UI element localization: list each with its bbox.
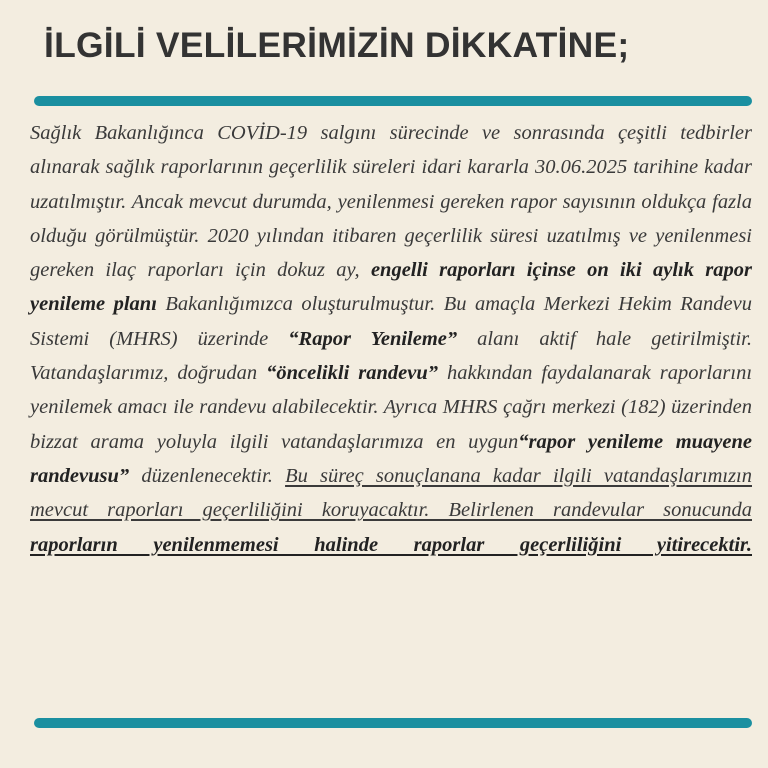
body-text-5: düzenlenecektir. — [129, 464, 286, 487]
body-text-1: Sağlık Bakanlığınca COVİD-19 salgını sürecinde ve sonrasında çeşitli tedbirler alınarak sağlık raporlarının geçerlilik süreleri idari kararla 30.06.2025 tarihine kadar uzatılmıştır. Ancak mevcut durumda, yenilenmesi gereken rapor sayısının oldukça fazla olduğu görülmüştür. 2020 yılından itibaren geçerlilik süresi uzatılmış ve yenilenmesi gereken ilaç raporları için dokuz ay, — [30, 122, 752, 282]
body-text-3: alanı aktif hale getirilmiştir. Vatandaşlarımız, doğrudan — [30, 327, 752, 385]
expiry-warning-underlined: raporların yenilenmemesi halinde raporlar geçerliliğini yitirecektir. — [30, 533, 752, 556]
validity-notice-underlined: Bu süreç sonuçlanana kadar ilgili vatandaşlarımızın mevcut raporları geçerliliğini koruyacaktır. Belirlenen randevular sonucunda — [30, 464, 752, 522]
announcement-body — [30, 116, 752, 562]
bottom-divider — [34, 718, 752, 728]
page-title: İLGİLİ VELİLERİMİZİN DİKKATİNE; — [44, 25, 630, 65]
top-divider — [34, 96, 752, 106]
oncelikli-randevu-emphasis: “öncelikli randevu” — [266, 362, 439, 385]
body-text-4: hakkından faydalanarak raporlarını yenilemek amacı ile randevu alabilecektir. Ayrıca MHRS çağrı merkezi (182) üzerinden bizzat arama yoluyla ilgili vatandaşlarımıza en uygun — [30, 362, 753, 453]
rapor-yenileme-emphasis: “Rapor Yenileme” — [288, 327, 458, 350]
engelli-raporlari-emphasis: engelli raporları içinse on iki aylık rapor yenileme planı — [30, 259, 752, 316]
muayene-randevusu-emphasis: “rapor yenileme muayene randevusu” — [30, 430, 753, 487]
body-text-2: Bakanlığımızca oluşturulmuştur. Bu amaçla Merkezi Hekim Randevu Sistemi (MHRS) üzerinde — [30, 293, 752, 350]
